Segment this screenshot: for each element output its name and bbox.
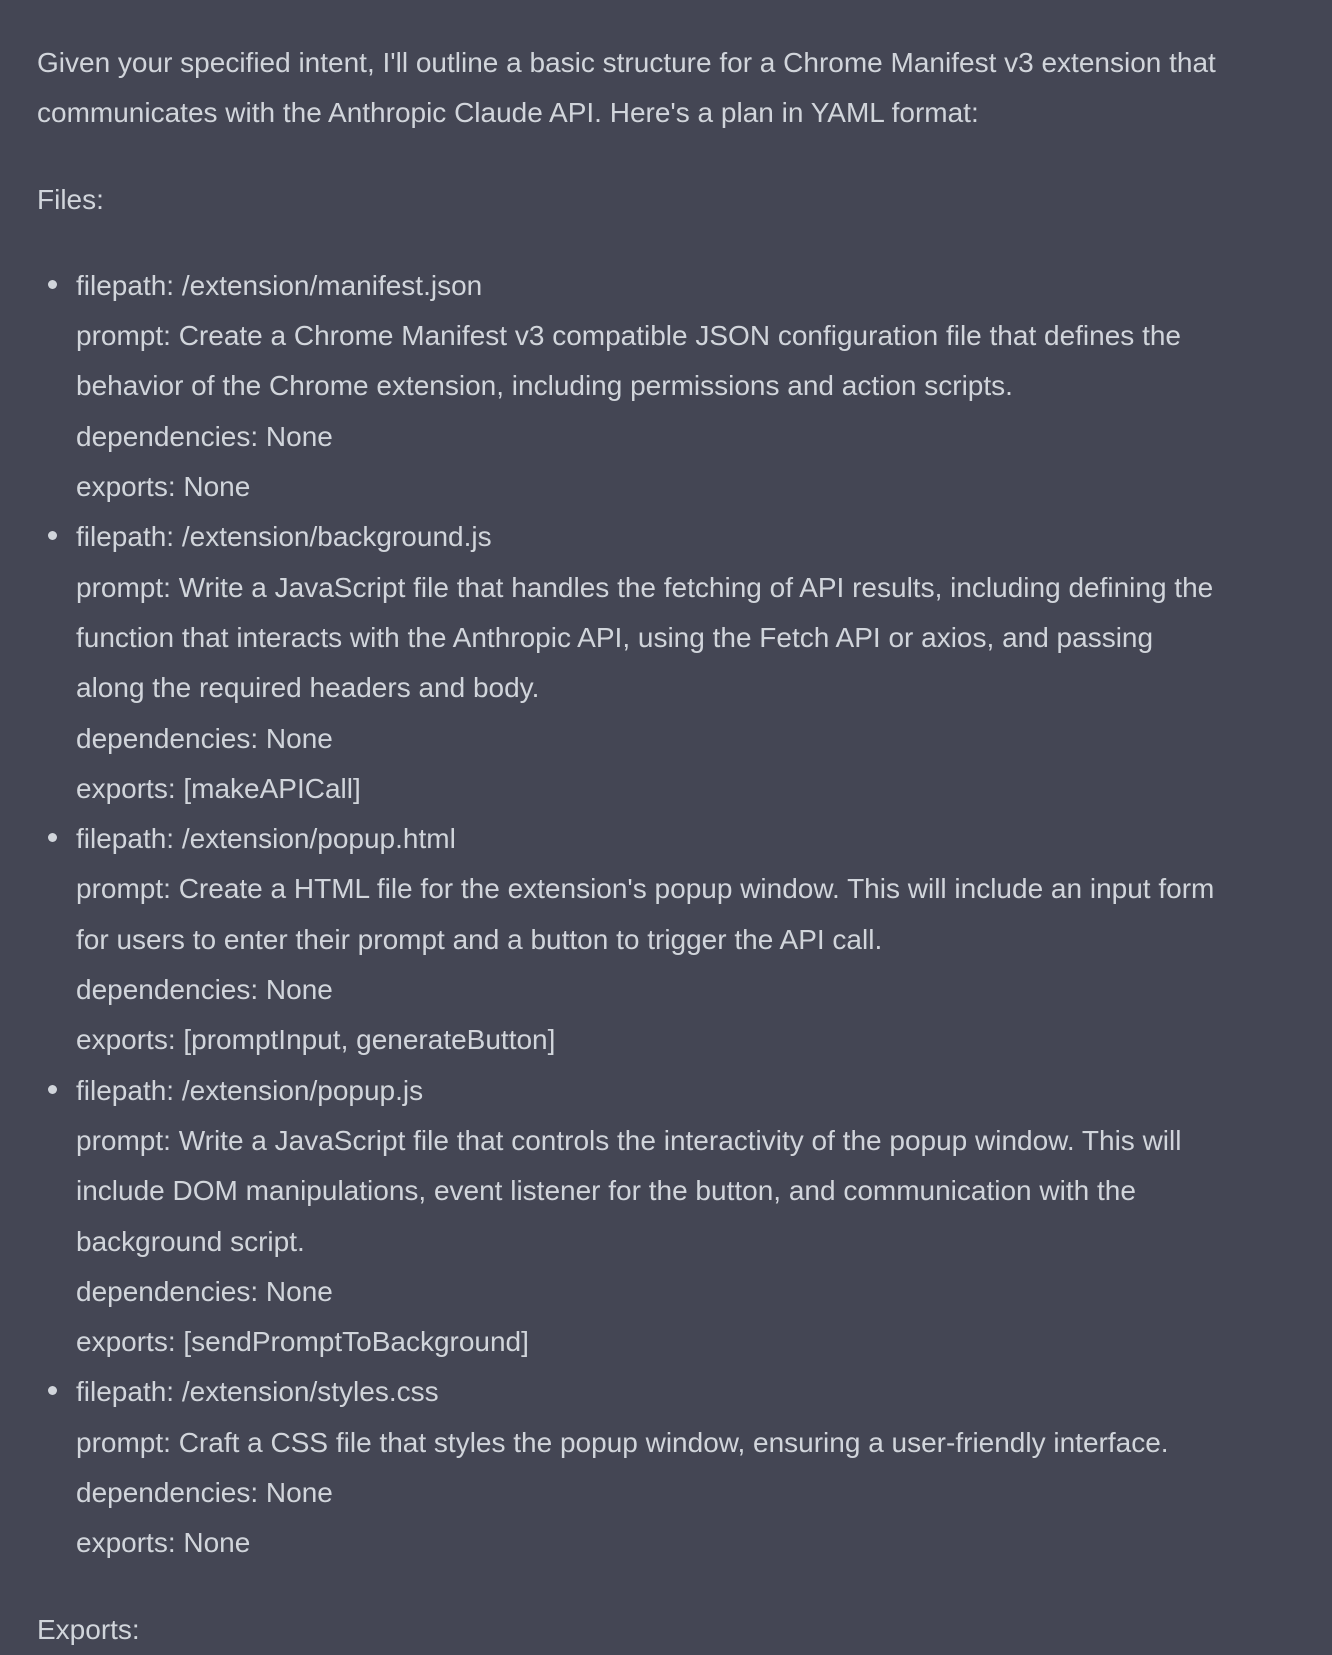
file-exports: exports: [sendPromptToBackground]	[76, 1326, 529, 1358]
file-filepath: filepath: /extension/styles.css	[76, 1376, 439, 1408]
list-item	[76, 1066, 1217, 1368]
file-exports: exports: None	[76, 1527, 251, 1559]
file-filepath: filepath: /extension/popup.html	[76, 823, 456, 855]
file-prompt: prompt: Craft a CSS file that styles the popup window, ensuring a user-friendly interface.	[76, 1426, 1169, 1458]
file-filepath: filepath: /extension/popup.js	[76, 1074, 424, 1106]
file-dependencies: dependencies: None	[76, 1275, 333, 1307]
file-dependencies: dependencies: None	[76, 974, 333, 1006]
bullet-icon	[48, 1085, 57, 1094]
file-filepath: filepath: /extension/manifest.json	[76, 269, 483, 301]
file-list	[37, 261, 1217, 1569]
file-prompt: prompt: Write a JavaScript file that controls the interactivity of the popup window. This will include DOM manipulations, event listener for the button, and communication with the background script.	[76, 1124, 1182, 1257]
bullet-icon	[48, 833, 57, 842]
file-exports: exports: [promptInput, generateButton]	[76, 1024, 556, 1056]
bullet-icon	[48, 280, 57, 289]
list-item	[76, 512, 1217, 814]
file-prompt: prompt: Create a Chrome Manifest v3 compatible JSON configuration file that defines the behavior of the Chrome extension, including permissions and action scripts.	[76, 320, 1181, 402]
file-prompt: prompt: Write a JavaScript file that handles the fetching of API results, including defining the function that interacts with the Anthropic API, using the Fetch API or axios, and passing along the required headers and body.	[76, 571, 1214, 704]
file-filepath: filepath: /extension/background.js	[76, 521, 492, 553]
list-item	[76, 814, 1217, 1065]
bullet-icon	[48, 531, 57, 540]
file-dependencies: dependencies: None	[76, 420, 333, 452]
file-exports: exports: [makeAPICall]	[76, 772, 361, 804]
file-exports: exports: None	[76, 471, 251, 503]
files-heading: Files:	[37, 183, 104, 215]
intro-paragraph: Given your specified intent, I'll outline a basic structure for a Chrome Manifest v3 extension that communicates with the Anthropic Claude API. Here's a plan in YAML format:	[37, 47, 1216, 129]
list-item	[76, 1367, 1217, 1568]
file-dependencies: dependencies: None	[76, 722, 333, 754]
assistant-message	[37, 38, 1217, 1655]
bullet-icon	[48, 1386, 57, 1395]
file-dependencies: dependencies: None	[76, 1477, 333, 1509]
file-prompt: prompt: Create a HTML file for the extension's popup window. This will include an input form for users to enter their prompt and a button to trigger the API call.	[76, 873, 1215, 955]
list-item	[76, 261, 1217, 512]
exports-heading: Exports:	[37, 1613, 140, 1645]
